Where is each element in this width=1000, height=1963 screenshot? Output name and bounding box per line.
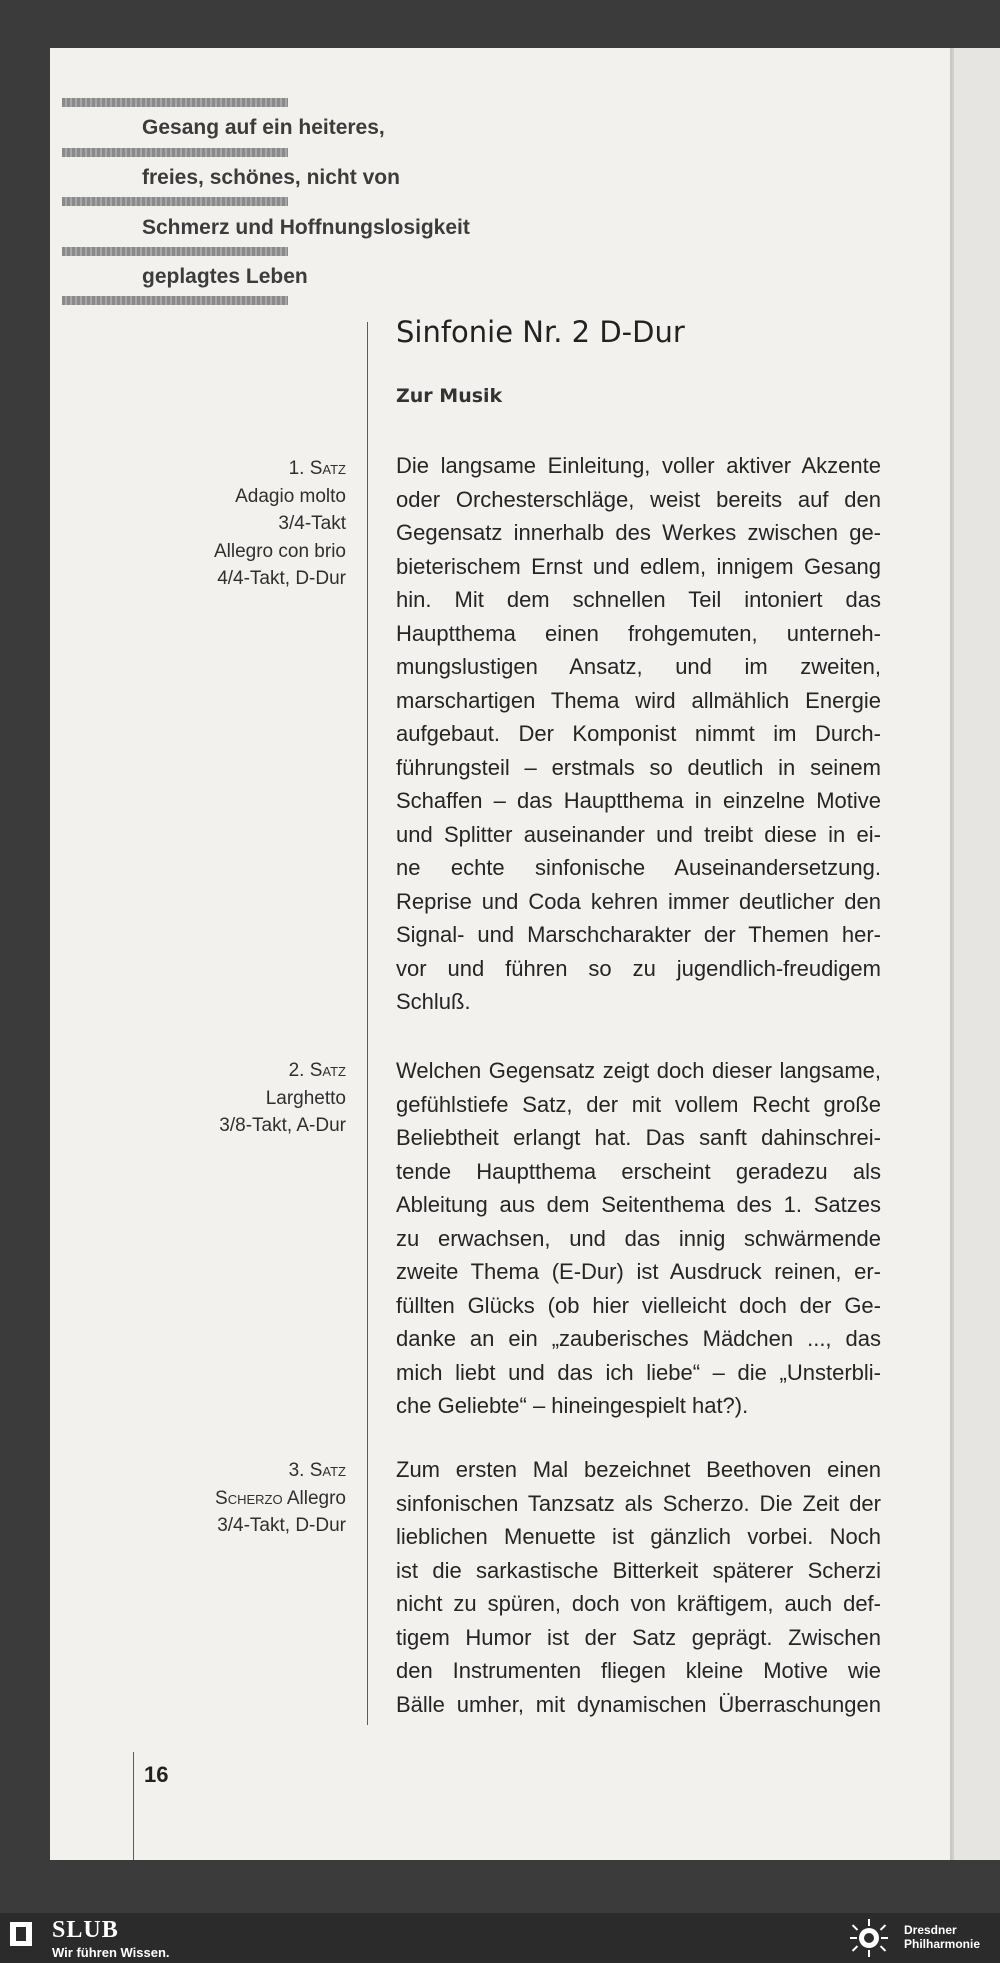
text-line: und Splitter auseinander und treibt diese in ei-	[396, 821, 881, 847]
movement-number: 2.	[288, 1060, 305, 1081]
movement-detail: Larghetto	[265, 1087, 346, 1109]
text-line: lieblichen Menuette ist gänzlich vorbei. Noch	[396, 1524, 881, 1549]
text-line: Schaffen – das Hauptthema in einzelne Motive	[396, 788, 881, 813]
partner-name[interactable]	[904, 1923, 980, 1951]
movement-3-paragraph	[396, 1453, 881, 1721]
movement-2-label	[219, 1057, 346, 1140]
text-line: sinfonischen Tanzsatz als Scherzo. Die Zeit der	[396, 1490, 881, 1516]
text-line: mich liebt und das ich liebe“ – die „Unsterbli-	[396, 1359, 881, 1385]
text-line: Welchen Gegensatz zeigt doch dieser langsame,	[396, 1058, 881, 1083]
text-line: Schluß.	[396, 989, 471, 1014]
text-line: Hauptthema einen frohgemuten, unterneh-	[396, 620, 881, 646]
movement-1-label	[214, 455, 346, 593]
text-line: hin. Mit dem schnellen Teil intoniert das	[396, 587, 881, 612]
movement-detail: 3/8-Takt, A-Dur	[219, 1115, 346, 1136]
movement-detail: Allegro	[286, 1487, 346, 1509]
movement-detail: 4/4-Takt, D-Dur	[217, 568, 346, 589]
text-line: Reprise und Coda kehren immer deutlicher den	[396, 888, 881, 914]
article-title: Sinfonie Nr. 2 D-Dur	[396, 315, 685, 349]
philharmonie-logo-icon	[843, 1918, 895, 1958]
text-line: führungsteil – erstmals so deutlich in seinem	[396, 754, 881, 780]
movement-2-paragraph	[396, 1054, 881, 1423]
movement-label: Satz	[309, 1060, 346, 1081]
text-line: füllten Glücks (ob hier vielleicht doch der Ge-	[396, 1292, 881, 1318]
next-page-edge	[952, 48, 1000, 1860]
text-line: Ableitung aus dem Seitenthema des 1. Satzes	[396, 1192, 881, 1217]
text-line: Beliebtheit erlangt hat. Das sanft dahinschrei-	[396, 1125, 881, 1150]
page-number-rule	[133, 1752, 134, 1860]
text-line: Gegensatz innerhalb des Werkes zwischen ge-	[396, 520, 881, 545]
movement-number: 3.	[288, 1460, 305, 1481]
text-line: ist die sarkastische Bitterkeit späterer Scherzi	[396, 1557, 881, 1583]
quote-bar	[62, 148, 288, 157]
column-divider	[367, 322, 368, 1725]
quote-bar	[62, 98, 288, 107]
text-line: Signal- und Marschcharakter der Themen her-	[396, 922, 881, 947]
text-line: bieterischem Ernst und edlem, innigem Gesang	[396, 553, 881, 579]
text-line: zu erwachsen, und das innig schwärmende	[396, 1225, 881, 1251]
movement-3-label	[215, 1457, 346, 1540]
text-line: vor und führen so zu jugendlich-freudigem	[396, 955, 881, 981]
partner-name-line: Dresdner	[904, 1923, 957, 1937]
text-line: danke an ein „zauberisches Mädchen ..., das	[396, 1326, 881, 1351]
movement-label: Satz	[309, 458, 346, 479]
text-line: Die langsame Einleitung, voller aktiver Akzente	[396, 453, 881, 478]
text-line: oder Orchesterschläge, weist bereits auf den	[396, 486, 881, 512]
text-line: che Geliebte“ – hineingespielt hat?).	[396, 1393, 749, 1418]
movement-scherzo-label: Scherzo	[215, 1487, 283, 1509]
footer-bar	[0, 1913, 1000, 1963]
text-line: Bälle umher, mit dynamischen Überraschungen	[396, 1691, 881, 1717]
text-line: zweite Thema (E-Dur) ist Ausdruck reinen, er-	[396, 1259, 881, 1284]
partner-name-line: Philharmonie	[904, 1937, 981, 1951]
movement-1-paragraph	[396, 449, 881, 1019]
movement-number: 1.	[288, 458, 305, 479]
movement-detail: Allegro con brio	[213, 540, 346, 562]
movement-label: Satz	[309, 1460, 346, 1481]
quote-bar	[62, 296, 288, 305]
slub-logo-icon	[10, 1922, 32, 1946]
movement-detail: 3/4-Takt, D-Dur	[217, 1515, 346, 1536]
library-name[interactable]: SLUB	[52, 1917, 119, 1943]
quote-bar	[62, 247, 288, 256]
text-line: gefühlstiefe Satz, der mit vollem Recht große	[396, 1091, 881, 1117]
quote-line: Gesang auf ein heiteres,	[142, 116, 385, 139]
text-line: tigem Humor ist der Satz geprägt. Zwischen	[396, 1624, 881, 1650]
text-line: nicht zu spüren, doch von kräftigem, auch def-	[396, 1591, 881, 1616]
text-line: aufgebaut. Der Komponist nimmt im Durch-	[396, 721, 881, 746]
quote-line: geplagtes Leben	[142, 265, 308, 288]
library-tagline: Wir führen Wissen.	[52, 1945, 170, 1960]
text-line: mungslustigen Ansatz, und im zweiten,	[396, 654, 881, 679]
text-line: marschartigen Thema wird allmählich Energie	[396, 687, 881, 713]
text-line: tende Hauptthema erscheint geradezu als	[396, 1158, 881, 1184]
quote-line: Schmerz und Hoffnungslosigkeit	[142, 216, 470, 239]
article-subtitle: Zur Musik	[396, 385, 503, 407]
page-number: 16	[144, 1762, 169, 1787]
quote-line: freies, schönes, nicht von	[142, 166, 400, 189]
movement-detail: 3/4-Takt	[278, 513, 346, 534]
text-line: ne echte sinfonische Auseinandersetzung.	[396, 855, 881, 880]
text-line: Zum ersten Mal bezeichnet Beethoven einen	[396, 1457, 881, 1482]
movement-detail: Adagio molto	[235, 485, 346, 507]
text-line: den Instrumenten fliegen kleine Motive wie	[396, 1658, 881, 1683]
quote-bar	[62, 197, 288, 206]
